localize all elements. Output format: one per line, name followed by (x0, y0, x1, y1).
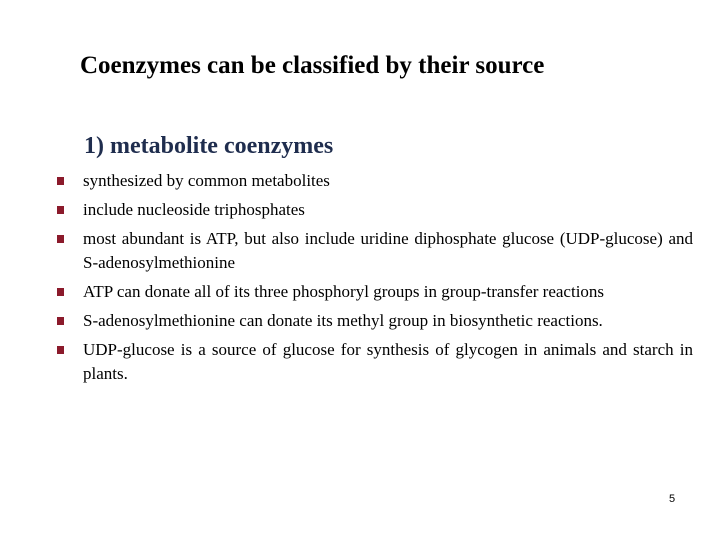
bullet-text: include nucleoside triphosphates (83, 200, 305, 219)
bullet-item (55, 309, 693, 333)
bullet-text: UDP-glucose is a source of glucose for synthesis of glycogen in animals and starch in plants. (83, 340, 693, 383)
bullet-list (55, 169, 693, 391)
bullet-item (55, 280, 693, 304)
bullet-item (55, 227, 693, 275)
page-number: 5 (669, 493, 676, 505)
bullet-text: S-adenosylmethionine can donate its methyl group in biosynthetic reactions. (83, 311, 603, 330)
square-bullet-icon (57, 235, 64, 243)
square-bullet-icon (57, 177, 64, 185)
bullet-item (55, 169, 693, 193)
square-bullet-icon (57, 317, 64, 325)
section-subtitle: 1) metabolite coenzymes (84, 133, 334, 159)
bullet-item (55, 338, 693, 386)
bullet-text: most abundant is ATP, but also include uridine diphosphate glucose (UDP-glucose) and S-adenosylmethionine (83, 229, 693, 272)
slide-title: Coenzymes can be classified by their source (80, 52, 545, 79)
square-bullet-icon (57, 288, 64, 296)
bullet-text: synthesized by common metabolites (83, 171, 330, 190)
bullet-text: ATP can donate all of its three phosphoryl groups in group-transfer reactions (83, 282, 605, 301)
square-bullet-icon (57, 206, 64, 214)
square-bullet-icon (57, 346, 64, 354)
bullet-item (55, 198, 693, 222)
